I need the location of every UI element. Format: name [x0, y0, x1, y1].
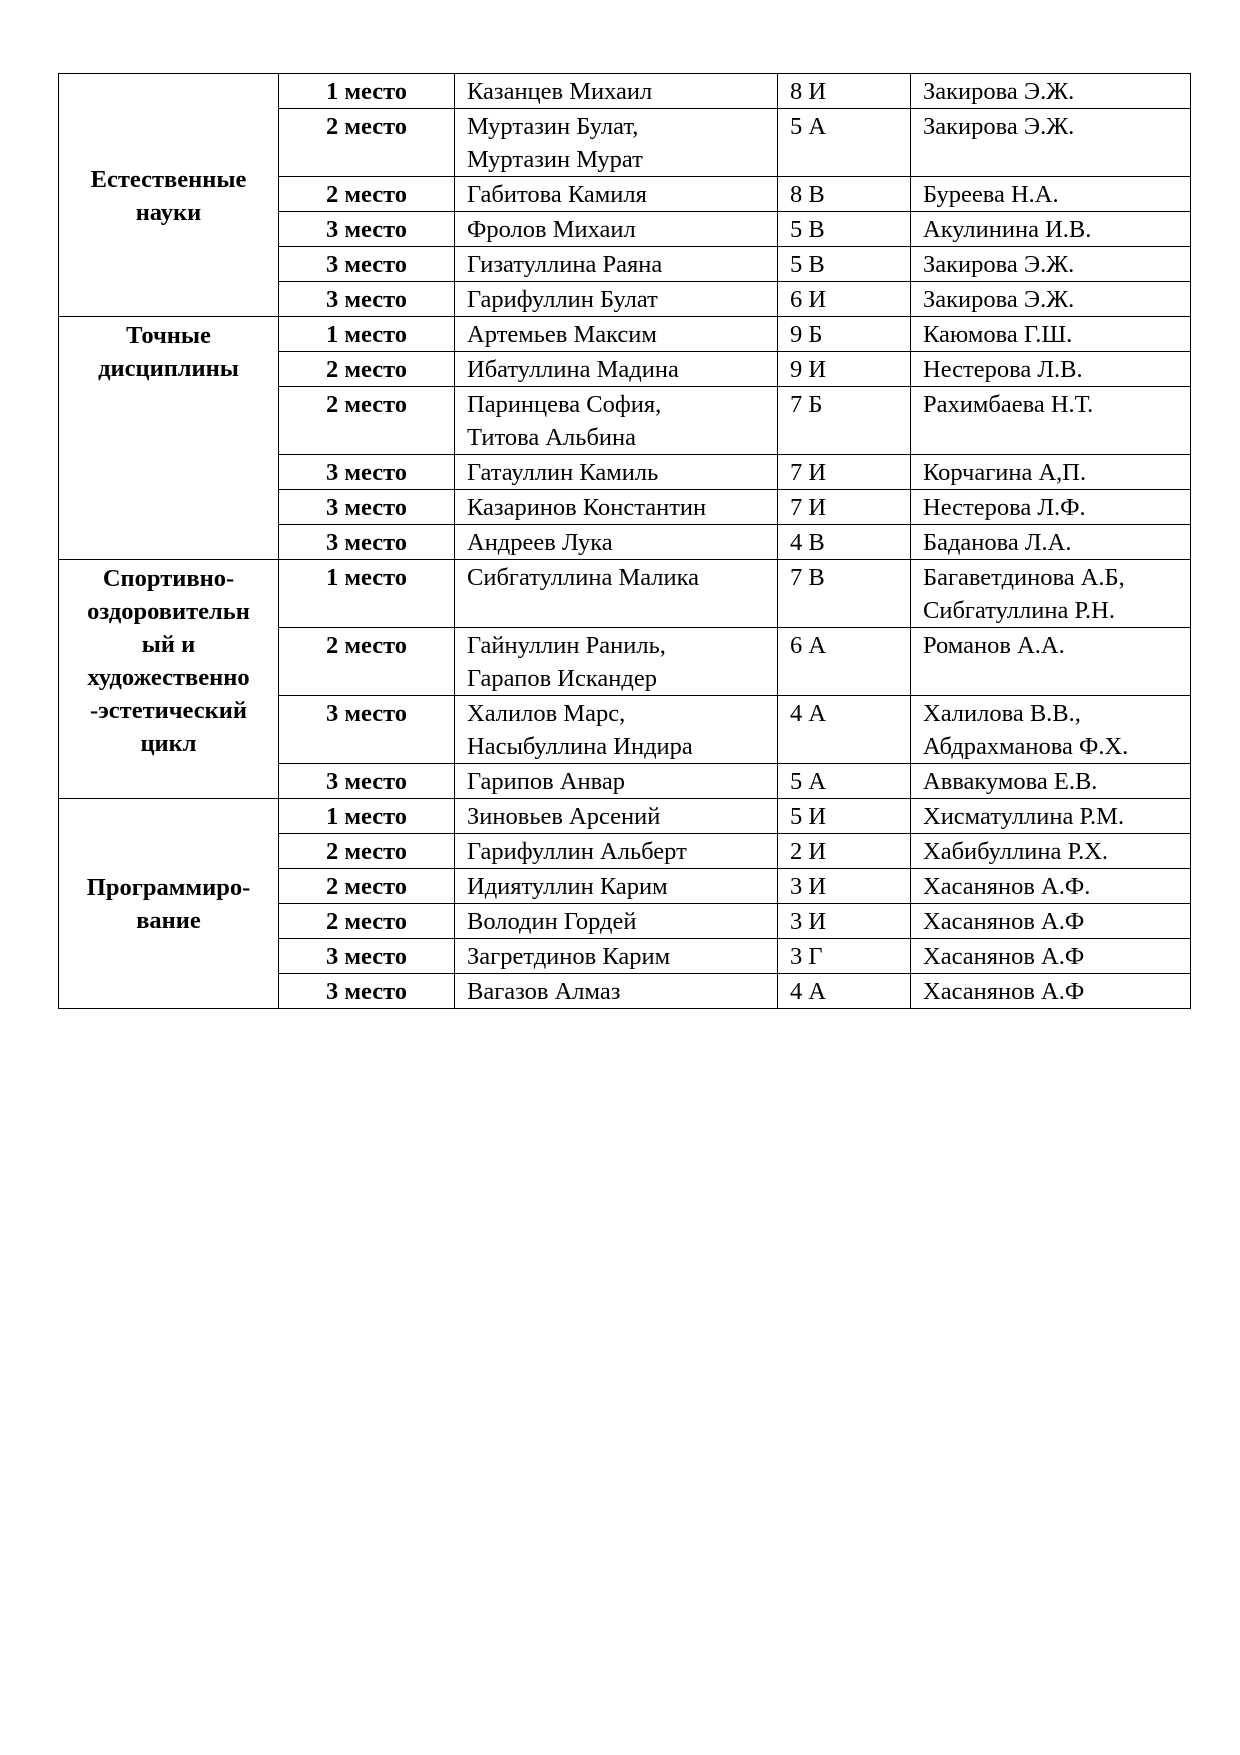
participant-cell: [455, 834, 778, 869]
class-cell: 6 А: [778, 628, 911, 696]
teacher-cell: [911, 764, 1191, 799]
participant-name: Идиятуллин Карим: [467, 873, 668, 900]
class-cell: 8 И: [778, 74, 911, 109]
participant-cell: [455, 177, 778, 212]
teacher-cell: [911, 387, 1191, 455]
category-label-line: ый и: [141, 631, 196, 658]
place-cell: 3 место: [279, 490, 455, 525]
place-cell: 2 место: [279, 387, 455, 455]
teacher-name: Рахимбаева Н.Т.: [923, 391, 1094, 418]
class-cell: 7 И: [778, 490, 911, 525]
participant-cell: [455, 317, 778, 352]
teacher-cell: [911, 177, 1191, 212]
participant-name: Зиновьев Арсений: [467, 803, 661, 830]
teacher-name: Хасанянов А.Ф.: [923, 873, 1091, 900]
participant-name: Гарапов Искандер: [467, 665, 657, 692]
category-label-line: Естественные: [90, 165, 247, 193]
participant-cell: [455, 352, 778, 387]
teacher-cell: [911, 904, 1191, 939]
place-cell: 1 место: [279, 799, 455, 834]
place-cell: 3 место: [279, 764, 455, 799]
teacher-cell: [911, 247, 1191, 282]
participant-cell: [455, 212, 778, 247]
participant-name: Гайнуллин Раниль,: [467, 632, 666, 659]
participant-name: Гарифуллин Альберт: [467, 838, 687, 865]
table-row: [59, 560, 1191, 628]
class-cell: 4 А: [778, 696, 911, 764]
participant-name: Загретдинов Карим: [467, 943, 671, 970]
category-label-line: вание: [136, 907, 201, 934]
category-cell: [59, 74, 279, 317]
teacher-name: Сибгатуллина Р.Н.: [923, 597, 1115, 624]
teacher-cell: [911, 974, 1191, 1009]
place-cell: 3 место: [279, 974, 455, 1009]
place-cell: 1 место: [279, 317, 455, 352]
participant-name: Андреев Лука: [467, 529, 613, 556]
class-cell: 9 Б: [778, 317, 911, 352]
teacher-cell: [911, 799, 1191, 834]
place-cell: 3 место: [279, 939, 455, 974]
participant-name: Насыбуллина Индира: [467, 733, 693, 760]
teacher-name: Акулинина И.В.: [923, 216, 1092, 243]
place-cell: 2 место: [279, 352, 455, 387]
participant-cell: [455, 904, 778, 939]
participant-name: Казаринов Константин: [467, 494, 707, 521]
teacher-cell: [911, 109, 1191, 177]
place-cell: 1 место: [279, 560, 455, 628]
teacher-name: Хасанянов А.Ф: [923, 943, 1085, 970]
category-cell: [59, 799, 279, 1009]
teacher-cell: [911, 352, 1191, 387]
teacher-cell: [911, 939, 1191, 974]
teacher-cell: [911, 560, 1191, 628]
participant-name: Гизатуллина Раяна: [467, 251, 663, 278]
participant-name: Гарифуллин Булат: [467, 286, 658, 313]
teacher-cell: [911, 696, 1191, 764]
participant-cell: [455, 282, 778, 317]
participant-cell: [455, 387, 778, 455]
participant-name: Гатауллин Камиль: [467, 459, 659, 486]
teacher-name: Корчагина А,П.: [923, 459, 1087, 486]
teacher-name: Закирова Э.Ж.: [923, 78, 1075, 105]
teacher-cell: [911, 869, 1191, 904]
category-label-line: -эстетический: [90, 697, 247, 724]
teacher-name: Багаветдинова А.Б,: [923, 564, 1125, 591]
class-cell: 5 А: [778, 109, 911, 177]
category-label-line: Спортивно-: [102, 565, 235, 592]
class-cell: 5 А: [778, 764, 911, 799]
participant-cell: [455, 799, 778, 834]
participant-name: Халилов Марс,: [467, 700, 626, 727]
teacher-cell: [911, 628, 1191, 696]
teacher-cell: [911, 212, 1191, 247]
participant-name: Габитова Камиля: [467, 181, 647, 208]
teacher-cell: [911, 834, 1191, 869]
class-cell: 2 И: [778, 834, 911, 869]
category-label-line: художественно: [87, 664, 250, 691]
teacher-name: Хасанянов А.Ф: [923, 978, 1085, 1005]
teacher-cell: [911, 74, 1191, 109]
class-cell: 5 В: [778, 212, 911, 247]
teacher-name: Аввакумова Е.В.: [923, 768, 1098, 795]
participant-cell: [455, 628, 778, 696]
participant-cell: [455, 696, 778, 764]
place-cell: 2 место: [279, 904, 455, 939]
category-cell: [59, 560, 279, 799]
place-cell: 3 место: [279, 525, 455, 560]
table-row: [59, 74, 1191, 109]
results-table-body: [59, 74, 1191, 1009]
participant-cell: [455, 560, 778, 628]
participant-name: Ибатуллина Мадина: [467, 356, 679, 383]
participant-cell: [455, 869, 778, 904]
teacher-cell: [911, 490, 1191, 525]
place-cell: 2 место: [279, 109, 455, 177]
participant-name: Володин Гордей: [467, 908, 637, 935]
class-cell: 7 Б: [778, 387, 911, 455]
teacher-cell: [911, 525, 1191, 560]
teacher-name: Закирова Э.Ж.: [923, 113, 1075, 140]
teacher-name: Нестерова Л.Ф.: [923, 494, 1086, 521]
results-table: [58, 73, 1191, 1009]
teacher-name: Хасанянов А.Ф: [923, 908, 1085, 935]
participant-cell: [455, 764, 778, 799]
class-cell: 8 В: [778, 177, 911, 212]
teacher-cell: [911, 317, 1191, 352]
category-label-line: Точные: [126, 322, 211, 349]
category-label-line: Программиро-: [86, 874, 251, 901]
place-cell: 3 место: [279, 696, 455, 764]
participant-name: Артемьев Максим: [467, 321, 657, 348]
participant-name: Вагазов Алмаз: [467, 978, 621, 1005]
participant-cell: [455, 490, 778, 525]
class-cell: 3 Г: [778, 939, 911, 974]
teacher-name: Закирова Э.Ж.: [923, 286, 1075, 313]
teacher-name: Буреева Н.А.: [923, 181, 1059, 208]
participant-cell: [455, 939, 778, 974]
category-label-line: оздоровительн: [87, 598, 250, 625]
category-label-line: дисциплины: [98, 355, 239, 382]
class-cell: 4 В: [778, 525, 911, 560]
participant-name: Титова Альбина: [467, 424, 636, 451]
class-cell: 7 И: [778, 455, 911, 490]
participant-name: Муртазин Мурат: [467, 146, 643, 173]
place-cell: 2 место: [279, 177, 455, 212]
category-label-line: науки: [135, 198, 202, 226]
class-cell: 4 А: [778, 974, 911, 1009]
place-cell: 3 место: [279, 455, 455, 490]
category-cell: [59, 317, 279, 560]
class-cell: 7 В: [778, 560, 911, 628]
teacher-name: Хисматуллина Р.М.: [923, 803, 1125, 830]
place-cell: 3 место: [279, 247, 455, 282]
table-row: [59, 799, 1191, 834]
class-cell: 9 И: [778, 352, 911, 387]
teacher-name: Баданова Л.А.: [923, 529, 1072, 556]
participant-cell: [455, 109, 778, 177]
participant-cell: [455, 455, 778, 490]
place-cell: 1 место: [279, 74, 455, 109]
participant-cell: [455, 74, 778, 109]
category-label-line: цикл: [140, 730, 197, 757]
teacher-name: Абдрахманова Ф.Х.: [923, 733, 1129, 760]
participant-name: Муртазин Булат,: [467, 113, 639, 140]
class-cell: 5 В: [778, 247, 911, 282]
place-cell: 2 место: [279, 869, 455, 904]
participant-cell: [455, 525, 778, 560]
teacher-cell: [911, 455, 1191, 490]
class-cell: 3 И: [778, 904, 911, 939]
class-cell: 6 И: [778, 282, 911, 317]
participant-cell: [455, 974, 778, 1009]
teacher-cell: [911, 282, 1191, 317]
place-cell: 2 место: [279, 628, 455, 696]
participant-name: Фролов Михаил: [467, 216, 636, 243]
participant-cell: [455, 247, 778, 282]
teacher-name: Нестерова Л.В.: [923, 356, 1083, 383]
class-cell: 5 И: [778, 799, 911, 834]
place-cell: 3 место: [279, 282, 455, 317]
teacher-name: Каюмова Г.Ш.: [923, 321, 1073, 348]
participant-name: Казанцев Михаил: [467, 78, 653, 105]
participant-name: Сибгатуллина Малика: [467, 564, 700, 591]
participant-name: Паринцева София,: [467, 391, 662, 418]
teacher-name: Хабибуллина Р.Х.: [923, 838, 1109, 865]
teacher-name: Закирова Э.Ж.: [923, 251, 1075, 278]
table-row: [59, 317, 1191, 352]
class-cell: 3 И: [778, 869, 911, 904]
place-cell: 3 место: [279, 212, 455, 247]
place-cell: 2 место: [279, 834, 455, 869]
participant-name: Гарипов Анвар: [467, 768, 626, 795]
teacher-name: Халилова В.В.,: [923, 700, 1081, 727]
teacher-name: Романов А.А.: [923, 632, 1065, 659]
